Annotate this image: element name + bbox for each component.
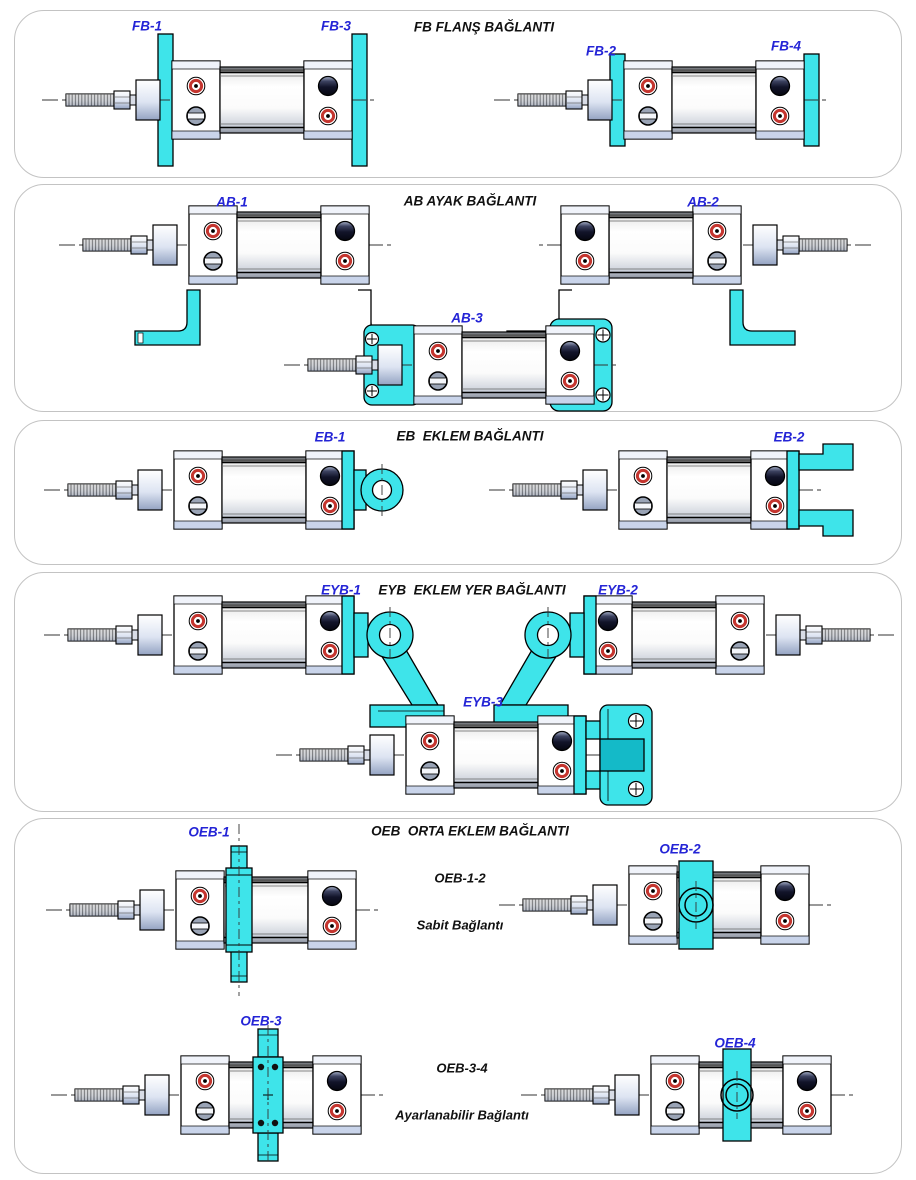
label-ab-3: AB-3 <box>451 310 483 326</box>
label-oeb-2: OEB-2 <box>659 841 701 857</box>
label-oeb-1: OEB-1 <box>188 824 230 840</box>
panel-title-ab: AB AYAK BAĞLANTI <box>403 193 537 209</box>
adjustable-trunnion-bar <box>253 1025 283 1165</box>
label-eyb-3: EYB-3 <box>463 694 503 710</box>
label-fb-4: FB-4 <box>771 38 801 54</box>
label-eyb-1: EYB-1 <box>321 582 361 598</box>
note-oeb-3-4 <box>395 1030 529 1155</box>
note-code: OEB-1-2 <box>434 870 486 886</box>
label-fb-2: FB-2 <box>586 43 616 59</box>
label-eyb-2: EYB-2 <box>598 582 638 598</box>
label-fb-3: FB-3 <box>321 18 351 34</box>
foot-bracket-front <box>730 290 795 345</box>
trunnion-collar <box>679 861 713 949</box>
foot-bracket-front <box>135 290 200 345</box>
note-desc: Sabit Bağlantı <box>416 917 504 933</box>
panel-title-eb: EB EKLEM BAĞLANTI <box>396 428 544 444</box>
label-ab-2: AB-2 <box>687 194 719 210</box>
note-code: OEB-3-4 <box>436 1060 488 1076</box>
panel-title-oeb: OEB ORTA EKLEM BAĞLANTI <box>371 823 569 839</box>
label-fb-1: FB-1 <box>132 18 162 34</box>
cylinder-oeb-4 <box>517 965 857 1180</box>
label-ab-1: AB-1 <box>216 194 248 210</box>
adjustable-trunnion-collar <box>721 1049 753 1141</box>
label-eb-2: EB-2 <box>773 429 805 445</box>
note-oeb-1-2 <box>417 840 504 965</box>
label-oeb-3: OEB-3 <box>240 1013 282 1029</box>
panel-title-fb: FB FLANŞ BAĞLANTI <box>413 19 555 35</box>
label-eb-1: EB-1 <box>314 429 346 445</box>
note-desc: Ayarlanabilir Bağlantı <box>395 1107 529 1123</box>
label-oeb-4: OEB-4 <box>714 1035 756 1051</box>
cylinder-oeb-3 <box>47 965 387 1180</box>
panel-title-eyb: EYB EKLEM YER BAĞLANTI <box>378 582 566 598</box>
